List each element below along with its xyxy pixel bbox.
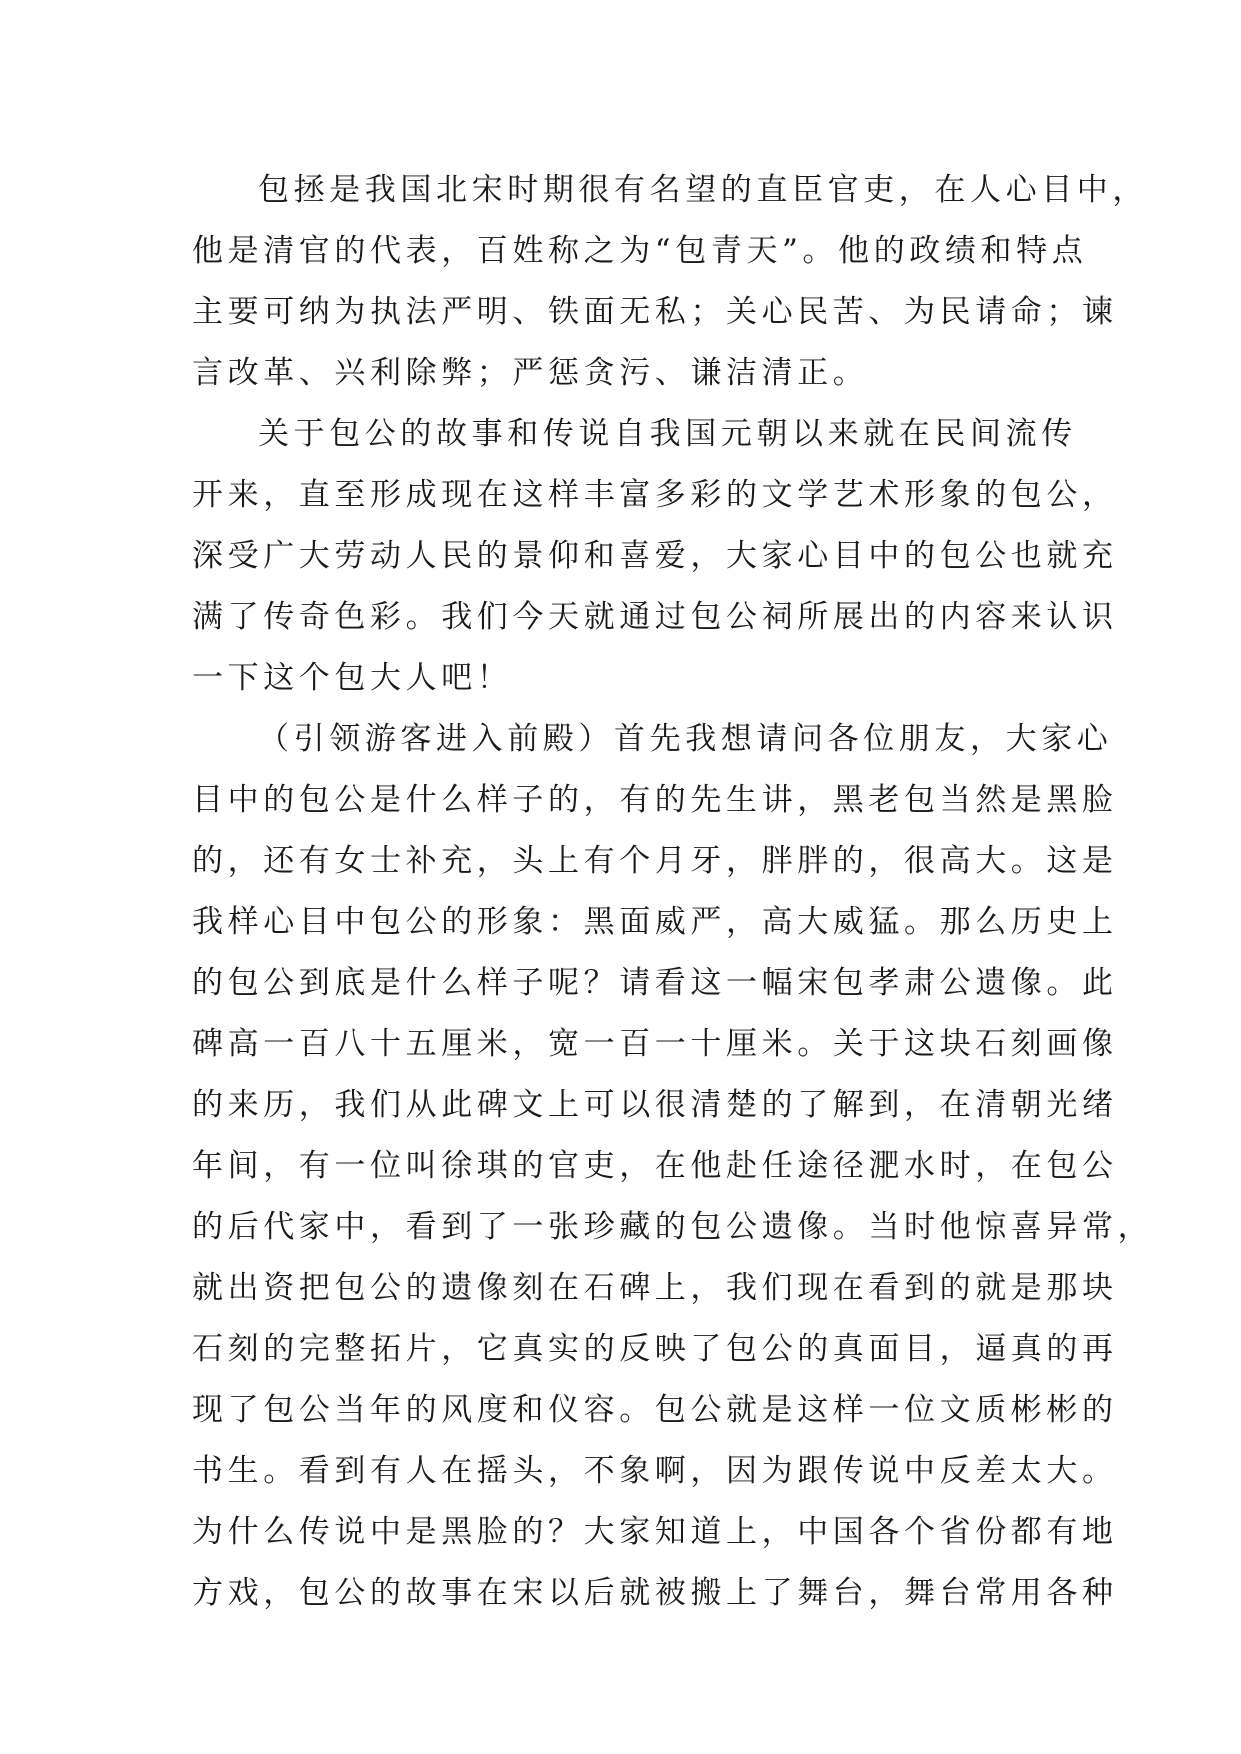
text-line: 年间，有一位叫徐琪的官吏，在他赴任途径淝水时，在包公 <box>192 1148 1118 1184</box>
text-line: 开来，直至形成现在这样丰富多彩的文学艺术形象的包公， <box>192 477 1118 513</box>
text-line: 书生。看到有人在摇头，不象啊，因为跟传说中反差太大。 <box>192 1453 1118 1489</box>
text-line: 我样心目中包公的形象：黑面威严，高大威猛。那么历史上 <box>192 904 1118 940</box>
text-line: 言改革、兴利除弊；严惩贪污、谦洁清正。 <box>192 355 869 391</box>
text-line: 现了包公当年的风度和仪容。包公就是这样一位文质彬彬的 <box>192 1392 1118 1428</box>
text-line: 满了传奇色彩。我们今天就通过包公祠所展出的内容来认识 <box>192 599 1118 635</box>
text-line: 的后代家中，看到了一张珍藏的包公遗像。当时他惊喜异常， <box>192 1209 1154 1245</box>
text-line: 方戏，包公的故事在宋以后就被搬上了舞台，舞台常用各种 <box>192 1575 1118 1611</box>
text-line: 的来历，我们从此碑文上可以很清楚的了解到，在清朝光绪 <box>192 1087 1118 1123</box>
text-line: 碑高一百八十五厘米，宽一百一十厘米。关于这块石刻画像 <box>192 1026 1118 1062</box>
text-line: 的包公到底是什么样子呢？请看这一幅宋包孝肃公遗像。此 <box>192 965 1118 1001</box>
text-line: 关于包公的故事和传说自我国元朝以来就在民间流传 <box>258 416 1077 452</box>
text-line: 他是清官的代表，百姓称之为“包青天”。他的政绩和特点 <box>192 233 1088 269</box>
text-line: 的，还有女士补充，头上有个月牙，胖胖的，很高大。这是 <box>192 843 1118 879</box>
text-line: 主要可纳为执法严明、铁面无私；关心民苦、为民请命；谏 <box>192 294 1118 330</box>
text-line: 就出资把包公的遗像刻在石碑上，我们现在看到的就是那块 <box>192 1270 1118 1306</box>
text-line: 一下这个包大人吧！ <box>192 660 513 696</box>
text-line: （引领游客进入前殿）首先我想请问各位朋友，大家心 <box>258 721 1113 757</box>
text-line: 目中的包公是什么样子的，有的先生讲，黑老包当然是黑脸 <box>192 782 1118 818</box>
text-line: 石刻的完整拓片，它真实的反映了包公的真面目，逼真的再 <box>192 1331 1118 1367</box>
text-line: 包拯是我国北宋时期很有名望的直臣官吏，在人心目中， <box>258 172 1148 208</box>
text-line: 深受广大劳动人民的景仰和喜爱，大家心目中的包公也就充 <box>192 538 1118 574</box>
text-line: 为什么传说中是黑脸的？大家知道上，中国各个省份都有地 <box>192 1514 1118 1550</box>
body-text <box>192 160 1154 1624</box>
